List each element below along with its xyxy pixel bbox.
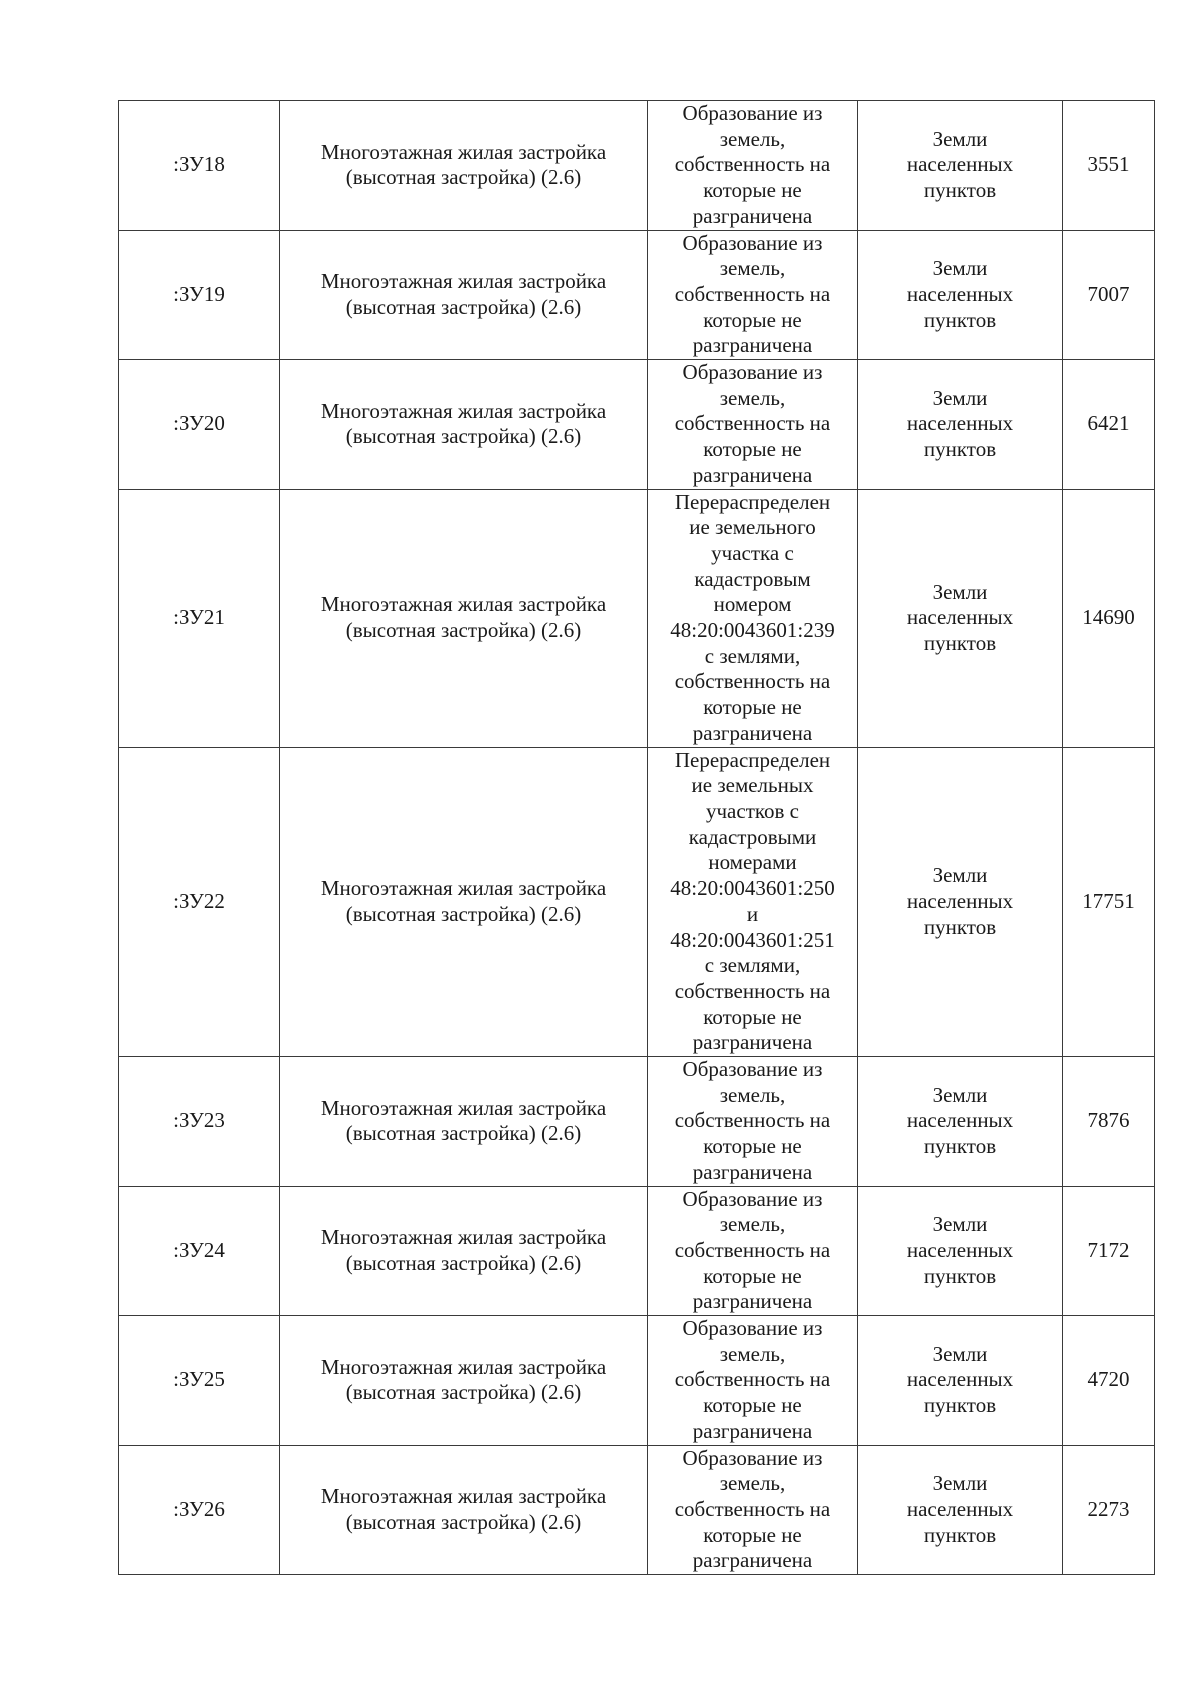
land-category-cell: Земли населенных пунктов	[858, 1445, 1063, 1575]
formation-method-cell: Перераспределен ие земельных участков с кадастровыми номерами 48:20:0043601:250 и 48:20:0043601:251 с землями, собственность на которые не разграничена	[648, 747, 858, 1056]
table-row	[119, 360, 1155, 490]
permitted-use-cell: Многоэтажная жилая застройка (высотная застройка) (2.6)	[280, 747, 648, 1056]
table-row	[119, 1316, 1155, 1446]
permitted-use-cell: Многоэтажная жилая застройка (высотная застройка) (2.6)	[280, 1057, 648, 1187]
land-category-cell: Земли населенных пунктов	[858, 747, 1063, 1056]
land-category-cell: Земли населенных пунктов	[858, 1316, 1063, 1446]
area-cell: 2273	[1063, 1445, 1155, 1575]
plot-designation-cell: :ЗУ25	[119, 1316, 280, 1446]
table-row	[119, 1445, 1155, 1575]
permitted-use-cell: Многоэтажная жилая застройка (высотная застройка) (2.6)	[280, 360, 648, 490]
formation-method-cell: Образование из земель, собственность на которые не разграничена	[648, 1057, 858, 1187]
plot-designation-cell: :ЗУ23	[119, 1057, 280, 1187]
permitted-use-cell: Многоэтажная жилая застройка (высотная застройка) (2.6)	[280, 1186, 648, 1316]
land-category-cell: Земли населенных пунктов	[858, 360, 1063, 490]
formation-method-cell: Образование из земель, собственность на которые не разграничена	[648, 230, 858, 360]
permitted-use-cell: Многоэтажная жилая застройка (высотная застройка) (2.6)	[280, 1445, 648, 1575]
land-category-cell: Земли населенных пунктов	[858, 489, 1063, 747]
land-plots-table	[118, 100, 1155, 1575]
area-cell: 3551	[1063, 101, 1155, 231]
land-category-cell: Земли населенных пунктов	[858, 101, 1063, 231]
area-cell: 17751	[1063, 747, 1155, 1056]
formation-method-cell: Образование из земель, собственность на которые не разграничена	[648, 360, 858, 490]
area-cell: 7007	[1063, 230, 1155, 360]
permitted-use-cell: Многоэтажная жилая застройка (высотная застройка) (2.6)	[280, 1316, 648, 1446]
table-row	[119, 489, 1155, 747]
table-row	[119, 747, 1155, 1056]
land-category-cell: Земли населенных пунктов	[858, 1057, 1063, 1187]
plot-designation-cell: :ЗУ24	[119, 1186, 280, 1316]
area-cell: 6421	[1063, 360, 1155, 490]
plot-designation-cell: :ЗУ21	[119, 489, 280, 747]
area-cell: 7172	[1063, 1186, 1155, 1316]
plot-designation-cell: :ЗУ22	[119, 747, 280, 1056]
formation-method-cell: Перераспределен ие земельного участка с кадастровым номером 48:20:0043601:239 с землями, собственность на которые не разграничена	[648, 489, 858, 747]
land-category-cell: Земли населенных пунктов	[858, 1186, 1063, 1316]
area-cell: 4720	[1063, 1316, 1155, 1446]
table-row	[119, 1057, 1155, 1187]
formation-method-cell: Образование из земель, собственность на которые не разграничена	[648, 1445, 858, 1575]
formation-method-cell: Образование из земель, собственность на которые не разграничена	[648, 101, 858, 231]
plot-designation-cell: :ЗУ19	[119, 230, 280, 360]
formation-method-cell: Образование из земель, собственность на которые не разграничена	[648, 1316, 858, 1446]
permitted-use-cell: Многоэтажная жилая застройка (высотная застройка) (2.6)	[280, 489, 648, 747]
table-row	[119, 101, 1155, 231]
formation-method-cell: Образование из земель, собственность на которые не разграничена	[648, 1186, 858, 1316]
area-cell: 7876	[1063, 1057, 1155, 1187]
land-category-cell: Земли населенных пунктов	[858, 230, 1063, 360]
plot-designation-cell: :ЗУ18	[119, 101, 280, 231]
permitted-use-cell: Многоэтажная жилая застройка (высотная застройка) (2.6)	[280, 230, 648, 360]
area-cell: 14690	[1063, 489, 1155, 747]
permitted-use-cell: Многоэтажная жилая застройка (высотная застройка) (2.6)	[280, 101, 648, 231]
plot-designation-cell: :ЗУ26	[119, 1445, 280, 1575]
table-row	[119, 1186, 1155, 1316]
plot-designation-cell: :ЗУ20	[119, 360, 280, 490]
table-row	[119, 230, 1155, 360]
